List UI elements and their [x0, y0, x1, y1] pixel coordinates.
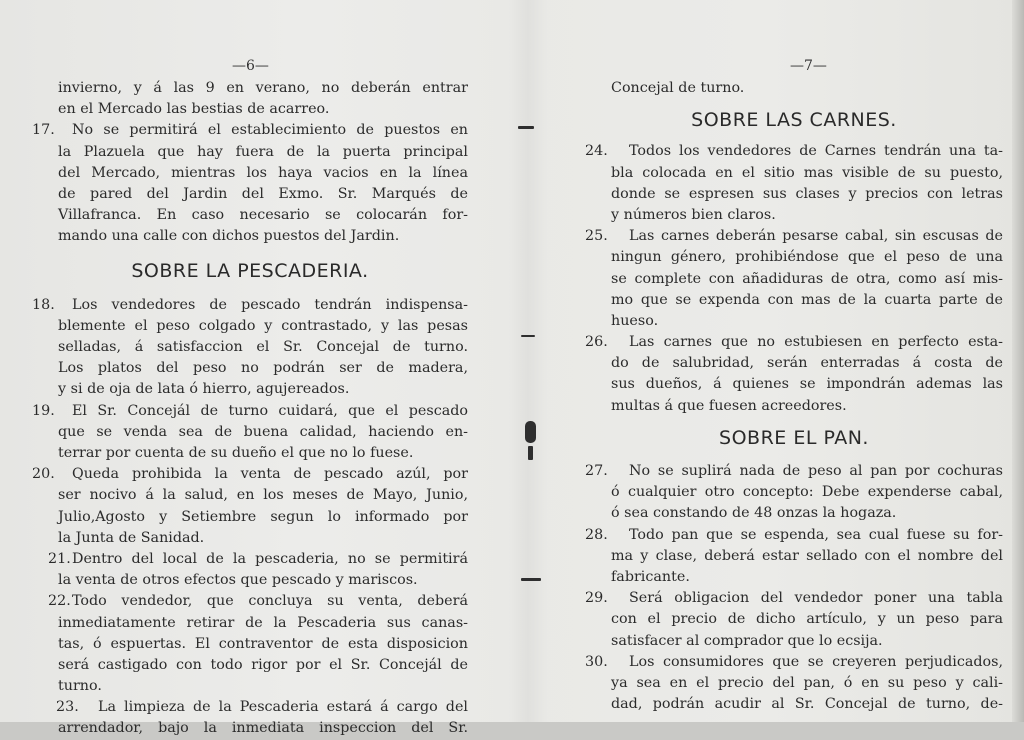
text-line: ma y clase, deberá estar sellado con el nombre del [611, 547, 1003, 564]
text-line: del Mercado, mientras los haya vacios en la línea [58, 164, 468, 181]
text-line: turno. [58, 678, 102, 695]
article-19 [32, 401, 468, 465]
article-number: 19. [32, 402, 55, 419]
stitch-mark [518, 126, 534, 129]
stitch-hole [525, 421, 536, 443]
stitch-mark [521, 578, 541, 581]
article-number: 24. [585, 143, 608, 160]
article-number: 30. [585, 653, 608, 670]
text-line: dad, podrán acudir al Sr. Concejal de turno, de- [611, 696, 1003, 713]
text-line: la venta de otros efectos que pescado y mariscos. [58, 572, 418, 589]
text-line: 17. No se permitirá el establecimiento de puestos en [32, 120, 468, 141]
text-line: con el precio de dicho artículo, y un peso para [611, 611, 1003, 628]
text-line: Concejal de turno. [611, 80, 745, 96]
text-line: 19. El Sr. Concejál de turno cuidará, que el pescado [32, 401, 468, 422]
text-line: Julio,Agosto y Setiembre segun lo informado por [58, 508, 468, 525]
left-page-body [32, 78, 468, 740]
stitch-mark [521, 335, 535, 337]
text-line: multas á que fuesen acreedores. [611, 397, 847, 414]
article-number: 27. [585, 463, 608, 480]
text-line: inmediatamente retirar de la Pescaderia sus canas- [58, 614, 468, 631]
text-line: tas, ó espuertas. El contraventor de esta disposicion [58, 635, 468, 652]
article-number: 28. [585, 526, 608, 543]
article-20 [32, 464, 468, 549]
right-page [585, 58, 1003, 715]
text-line: 27. No se suplirá nada de peso al pan por cochuras [585, 461, 1003, 482]
article-18 [32, 295, 468, 401]
text-line: arrendador, bajo la inmediata inspeccion del Sr. [58, 720, 468, 737]
text-line: satisfacer al comprador que lo ecsija. [611, 632, 883, 649]
article-28 [585, 525, 1003, 589]
article-17 [32, 120, 468, 247]
text-line: 29. Será obligacion del vendedor poner una tabla [585, 588, 1003, 609]
article-21 [32, 549, 468, 591]
page-edge [1012, 0, 1024, 722]
text-line: blemente el peso colgado y contrastado, y las pesas [58, 317, 468, 334]
article-27 [585, 461, 1003, 525]
article-number: 18. [32, 296, 55, 313]
text-line: 30. Los consumidores que se creyeren perjudicados, [585, 652, 1003, 673]
article-30 [585, 652, 1003, 716]
section-heading: SOBRE LA PESCADERIA. [131, 259, 369, 282]
text-line: donde se espresen sus clases y precios con letras [611, 185, 1003, 202]
article-number: 21. [48, 550, 71, 567]
text-line: que se venda sea de buena calidad, haciendo en- [58, 423, 468, 440]
article-number: 29. [585, 590, 608, 607]
text-line: bla colocada en el sitio mas visible de su puesto, [611, 164, 1003, 181]
article-22 [32, 591, 468, 697]
text-line: invierno, y á las 9 en verano, no deberán entrar [58, 80, 468, 96]
text-line: terrar por cuenta de su dueño el que no lo fuese. [58, 445, 414, 462]
article-29 [585, 588, 1003, 652]
text-line: 21. Dentro del local de la pescaderia, no se permitirá [32, 549, 468, 570]
text-line: mo que se expenda con mas de la cuarta parte de [611, 291, 1003, 308]
left-page [32, 58, 468, 740]
text-line: ó sea constando de 48 onzas la hogaza. [611, 505, 897, 522]
section-heading: SOBRE LAS CARNES. [691, 109, 897, 132]
article-26 [585, 332, 1003, 417]
text-line: hueso. [611, 312, 659, 329]
text-line: de pared del Jardin del Exmo. Sr. Marqués de [58, 185, 468, 202]
text-line: la Junta de Sanidad. [58, 529, 205, 546]
text-line: se complete con añadiduras de otra, como así mis- [611, 270, 1003, 287]
text-line: Los platos del peso no podrán ser de madera, [58, 360, 468, 377]
text-line: y si de oja de lata ó hierro, agujereados. [58, 381, 350, 398]
article-number: 25. [585, 228, 608, 245]
stitch-hole [528, 446, 533, 460]
text-line: será castigado con todo rigor por el Sr. Concejál de [58, 656, 468, 673]
article-number: 26. [585, 334, 608, 351]
article-number: 20. [32, 466, 55, 483]
right-page-body [585, 78, 1003, 715]
text-line: la Plazuela que hay fuera de la puerta principal [58, 143, 468, 160]
text-line: do de salubridad, serán enterradas á costa de [611, 355, 1003, 372]
text-line: ya sea en el precio del pan, ó en su peso y cali- [611, 674, 1003, 691]
page-number: —6— [232, 58, 269, 74]
text-line: sus dueños, á quienes se impondrán ademas las [611, 376, 1003, 393]
text-line: fabricante. [611, 568, 690, 585]
text-line: Villafranca. En caso necesario se colocarán for- [58, 207, 468, 224]
text-line: ó cualquier otro concepto: Debe expenderse cabal, [611, 484, 1003, 501]
text-line: mando una calle con dichos puestos del Jardin. [58, 228, 400, 245]
text-line: 20. Queda prohibida la venta de pescado azúl, por [32, 464, 468, 485]
text-line: selladas, á satisfaccion el Sr. Concejal de turno. [58, 339, 468, 356]
book-gutter [508, 0, 548, 722]
text-line: 22. Todo vendedor, que concluya su venta, deberá [32, 591, 468, 612]
text-line: 25. Las carnes deberán pesarse cabal, sin escusas de [585, 226, 1003, 247]
text-line: 24. Todos los vendedores de Carnes tendrán una ta- [585, 141, 1003, 162]
article-number: 22. [48, 593, 71, 610]
article-23 [32, 697, 468, 739]
article-number: 23. [56, 699, 79, 716]
article-25 [585, 226, 1003, 332]
article-24 [585, 141, 1003, 226]
text-line: 23. La limpieza de la Pescaderia estará á cargo del [32, 697, 468, 718]
article-number: 17. [32, 122, 55, 139]
text-line: 18. Los vendedores de pescado tendrán indispensa- [32, 295, 468, 316]
text-line: 28. Todo pan que se espenda, sea cual fuese su for- [585, 525, 1003, 546]
text-line: y números bien claros. [611, 206, 776, 223]
text-line: 26. Las carnes que no estubiesen en perfecto esta- [585, 332, 1003, 353]
text-line: ningun género, prohibiéndose que el peso de una [611, 249, 1003, 266]
section-heading: SOBRE EL PAN. [719, 426, 869, 449]
text-line: ser nocivo á la salud, en los meses de Mayo, Junio, [58, 487, 468, 504]
text-line: en el Mercado las bestias de acarreo. [58, 101, 330, 118]
page-number: —7— [790, 58, 827, 74]
